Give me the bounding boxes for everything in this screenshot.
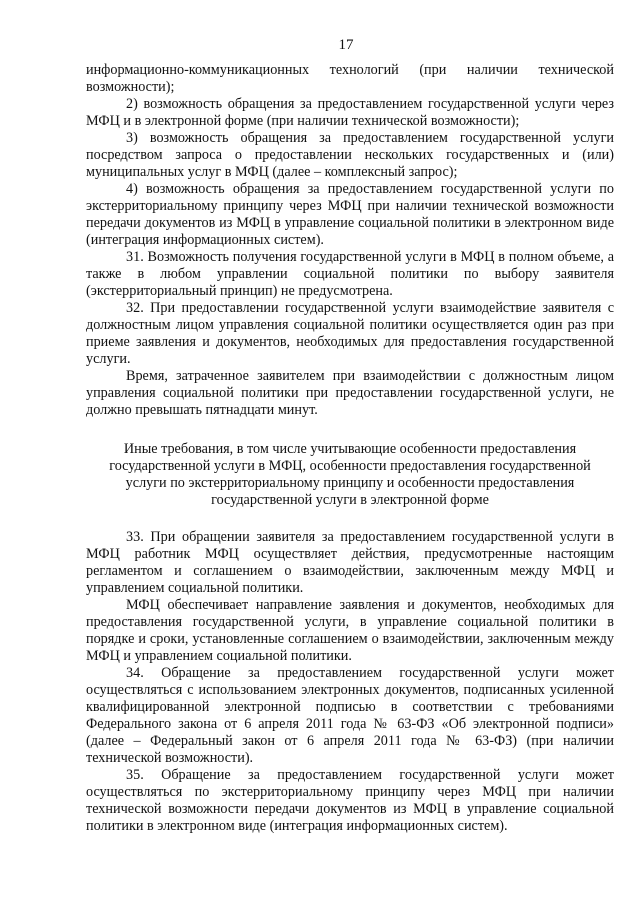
section-heading-line: государственной услуги в электронной форме [211, 492, 489, 508]
paragraph: 3) возможность обращения за предоставлением государственной услуги посредством запроса о предоставлении нескольких государственных и (или) муниципальных услуг в МФЦ (далее – комплексный запрос); [86, 130, 614, 180]
section-heading [86, 441, 614, 509]
paragraph: 35. Обращение за предоставлением государственной услуги может осуществляться по экстерриториальному принципу через МФЦ при наличии технической возможности передачи документов из МФЦ в управление социальной политики в электронном виде (интеграция информационных систем). [86, 767, 614, 834]
paragraph: информационно-коммуникационных технологий (при наличии технической возможности); [86, 62, 614, 95]
section-heading-line: услуги по экстерриториальному принципу и особенности предоставления [125, 475, 575, 491]
paragraph: 34. Обращение за предоставлением государственной услуги может осуществляться с использованием электронных документов, подписанных усиленной квалифицированной электронной подписью в соответствии с требованиями Федерального закона от 6 апреля 2011 года № 63-ФЗ «Об электронной подписи» (далее – Федеральный закон от 6 апреля 2011 года № 63-ФЗ) (при наличии технической возможности). [86, 665, 614, 766]
body-text-top [86, 62, 614, 419]
paragraph: 4) возможность обращения за предоставлением государственной услуги по экстерриториальному принципу через МФЦ при наличии технической возможности передачи документов из МФЦ в управление социальной политики в электронном виде (интеграция информационных систем). [86, 181, 614, 248]
section-heading-line: государственной услуги в МФЦ, особенности предоставления государственной [109, 458, 591, 474]
paragraph: 2) возможность обращения за предоставлением государственной услуги через МФЦ и в электронной форме (при наличии технической возможности); [86, 96, 614, 129]
paragraph: 32. При предоставлении государственной услуги взаимодействие заявителя с должностным лицом управления социальной политики осуществляется один раз при приеме заявления и документов, необходимых для предоставления государственной услуги. [86, 300, 614, 367]
section-heading-line: Иные требования, в том числе учитывающие особенности предоставления [123, 441, 577, 457]
body-text-bottom [86, 529, 614, 835]
page-number: 17 [338, 37, 354, 53]
paragraph: МФЦ обеспечивает направление заявления и документов, необходимых для предоставления государственной услуги, в управление социальной политики в порядке и сроки, установленные соглашением о взаимодействии, заключенным между МФЦ и управлением социальной политики. [86, 597, 614, 664]
paragraph: 33. При обращении заявителя за предоставлением государственной услуги в МФЦ работник МФЦ осуществляет действия, предусмотренные настоящим регламентом и соглашением о взаимодействии, заключенным между МФЦ и управлением социальной политики. [86, 529, 614, 596]
paragraph: Время, затраченное заявителем при взаимодействии с должностным лицом управления социальной политики при предоставлении государственной услуги, не должно превышать пятнадцати минут. [86, 368, 614, 418]
paragraph: 31. Возможность получения государственной услуги в МФЦ в полном объеме, а также в любом управлении социальной политики по выбору заявителя (экстерриториальный принцип) не предусмотрена. [86, 249, 614, 299]
